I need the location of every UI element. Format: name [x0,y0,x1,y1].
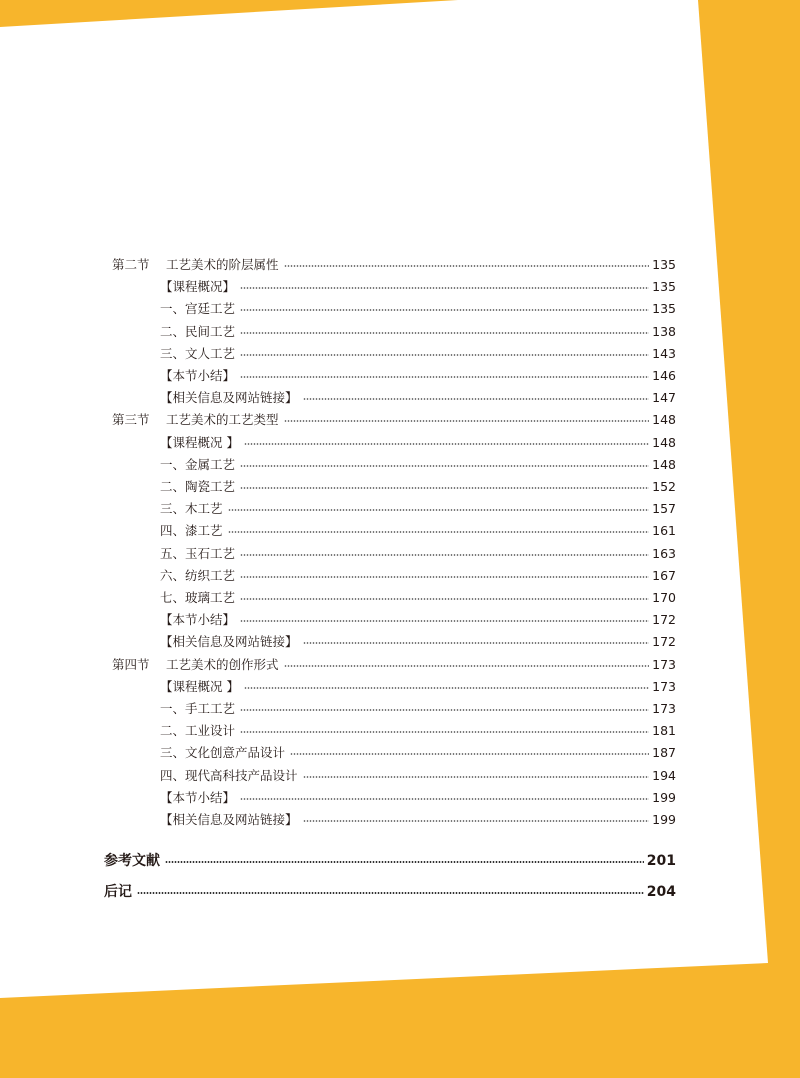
page-number: 138 [652,323,676,339]
toc-entry-row[interactable] [160,676,676,698]
page-number: 201 [646,853,676,869]
dot-leader [284,665,650,667]
page-number: 135 [652,257,676,272]
entry-title: 五、玉石工艺 [160,545,236,561]
dot-leader [240,576,649,578]
toc-entry-row[interactable] [160,476,676,498]
toc-entry-row[interactable] [160,498,676,520]
toc-entry-row[interactable] [160,742,676,764]
toc-section-row[interactable] [112,254,676,276]
page-number: 152 [652,479,676,494]
page-number: 204 [646,884,676,900]
toc-entry-row[interactable] [160,720,676,742]
toc-entry-row[interactable] [160,765,676,787]
toc-entry-row[interactable] [160,698,676,720]
dot-leader [240,709,649,711]
page-number: 148 [652,412,676,428]
dot-leader [284,420,650,422]
dot-leader [290,753,649,755]
dot-leader [284,265,650,267]
page-number: 163 [652,545,676,561]
dot-leader [244,687,649,689]
section-title: 工艺美术的创作形式 [166,656,279,672]
dot-leader [240,798,649,800]
toc-entry-row[interactable] [160,454,676,476]
page-number: 194 [652,767,676,783]
entry-title: 二、陶瓷工艺 [160,479,236,494]
entry-title: 【课程概况】 [160,279,236,295]
toc-entry-row[interactable] [160,298,676,320]
toc-entry-row[interactable] [160,365,676,387]
page-number: 148 [652,456,676,472]
toc-entry-row[interactable] [160,321,676,343]
dot-leader [228,531,650,533]
back-matter-title: 参考文献 [104,853,160,869]
page-number: 167 [652,567,676,583]
section-title: 工艺美术的工艺类型 [166,412,279,428]
toc-entry-row[interactable] [160,609,676,631]
entry-title: 三、文化创意产品设计 [160,745,286,761]
entry-title: 【课程概况 】 [160,434,239,450]
entry-title: 三、木工艺 [160,501,223,517]
page-number: 146 [652,368,676,383]
entry-title: 七、玻璃工艺 [160,590,236,605]
entry-title: 【相关信息及网站链接】 [160,390,298,406]
toc-entry-row[interactable] [160,343,676,365]
toc-entry-row[interactable] [160,631,676,653]
page-number: 148 [652,434,676,450]
dot-leader [303,398,650,400]
toc-section-row[interactable] [112,409,676,431]
dot-leader [240,731,649,733]
dot-leader [240,487,649,489]
dot-leader [137,892,644,894]
dot-leader [240,287,649,289]
toc-entry-row[interactable] [160,565,676,587]
page-number: 187 [652,745,676,761]
page-number: 135 [652,301,676,317]
toc-back-matter-row[interactable] [104,850,676,872]
dot-leader [303,820,650,822]
entry-title: 三、文人工艺 [160,345,236,361]
dot-leader [240,376,649,378]
page-number: 161 [652,523,676,539]
section-label: 第二节 [112,257,150,272]
toc-entry-row[interactable] [160,276,676,298]
entry-title: 二、工业设计 [160,723,236,739]
toc-entry-row[interactable] [160,543,676,565]
dot-leader [165,861,644,863]
toc-entry-row[interactable] [160,809,676,831]
back-matter-title: 后记 [104,884,132,900]
dot-leader [244,443,649,445]
page-number: 135 [652,279,676,295]
page-number: 172 [652,612,676,628]
entry-title: 【本节小结】 [160,368,236,383]
page-number: 147 [652,390,676,406]
page-number: 199 [652,789,676,805]
entry-title: 【课程概况 】 [160,678,239,694]
toc-section-row[interactable] [112,654,676,676]
entry-title: 【相关信息及网站链接】 [160,812,298,827]
dot-leader [240,354,649,356]
entry-title: 一、宫廷工艺 [160,301,236,317]
toc-back-matter-row[interactable] [104,881,676,903]
page-number: 173 [652,678,676,694]
dot-leader [240,554,649,556]
entry-title: 一、金属工艺 [160,456,236,472]
dot-leader [303,642,650,644]
dot-leader [303,776,650,778]
section-label: 第四节 [112,656,150,672]
entry-title: 【本节小结】 [160,612,236,628]
dot-leader [240,309,649,311]
section-title: 工艺美术的阶层属性 [166,257,279,272]
page-number: 170 [652,590,676,605]
page-number: 173 [652,656,676,672]
toc-entry-row[interactable] [160,432,676,454]
page-number: 143 [652,345,676,361]
dot-leader [240,465,649,467]
toc-entry-row[interactable] [160,587,676,609]
entry-title: 二、民间工艺 [160,323,236,339]
toc-entry-row[interactable] [160,520,676,542]
toc-entry-row[interactable] [160,387,676,409]
dot-leader [240,332,649,334]
page-number: 172 [652,634,676,650]
dot-leader [240,598,649,600]
page-number: 173 [652,701,676,716]
dot-leader [228,509,650,511]
dot-leader [240,620,649,622]
page-number: 157 [652,501,676,517]
section-label: 第三节 [112,412,150,428]
page-number: 181 [652,723,676,739]
page-number: 199 [652,812,676,827]
entry-title: 四、漆工艺 [160,523,223,539]
entry-title: 六、纺织工艺 [160,567,236,583]
entry-title: 四、现代高科技产品设计 [160,767,298,783]
entry-title: 【相关信息及网站链接】 [160,634,298,650]
entry-title: 【本节小结】 [160,789,236,805]
entry-title: 一、手工工艺 [160,701,236,716]
toc-entry-row[interactable] [160,787,676,809]
